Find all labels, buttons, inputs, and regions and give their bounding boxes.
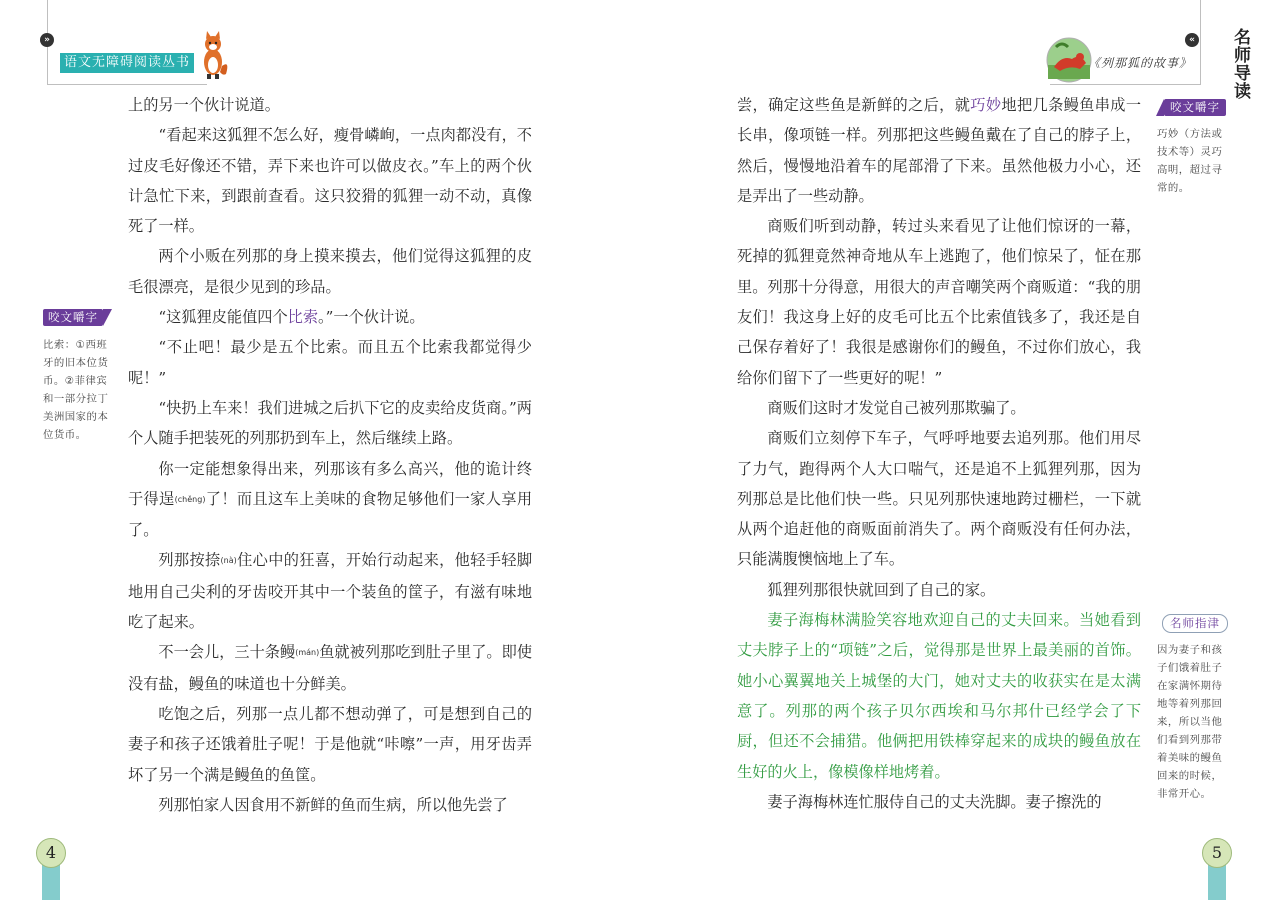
text-run: 了！而且这车上美味的食物足够他们一家人享用了。 (128, 489, 533, 540)
body-paragraph (128, 393, 532, 454)
body-paragraph (128, 637, 532, 699)
body-paragraph (737, 605, 1141, 787)
page-number: 4 (36, 838, 66, 868)
double-arrow-icon: « (1185, 33, 1199, 47)
body-paragraph (128, 241, 532, 302)
teacher-guide-tag: 名师指津 (1162, 614, 1228, 633)
vocab-note: 比索：①西班牙的旧本位货币。②菲律宾和一部分拉丁美洲国家的本位货币。 (43, 339, 109, 441)
left-banner-underline (47, 84, 207, 85)
body-paragraph (128, 90, 532, 120)
body-paragraph (128, 790, 532, 820)
fox-vignette-illustration (1046, 37, 1092, 83)
text-run: 两个小贩在列那的身上摸来摸去，他们觉得这狐狸的皮毛很漂亮，是很少见到的珍品。 (128, 247, 532, 296)
left-page-body (128, 90, 532, 820)
text-run: “这狐狸皮能值四个 (158, 308, 288, 327)
double-arrow-icon: » (40, 33, 54, 47)
body-paragraph (737, 423, 1141, 574)
text-run: “不止吧！最少是五个比索。而且五个比索我都觉得少呢！” (128, 338, 532, 387)
text-run: “看起来这狐狸不怎么好，瘦骨嶙峋，一点肉都没有，不过皮毛好像还不错，弄下来也许可以做皮衣。”车上的两个伙计急忙下来，到跟前查看。这只狡猾的狐狸一动不动，真像死了一样。 (128, 126, 532, 236)
body-paragraph (737, 575, 1141, 605)
text-run: 住心中的狂喜，开始行动起来，他轻手轻脚地用自己尖利的牙齿咬开其中一个装鱼的筐子，有滋有味地吃了起来。 (128, 551, 533, 632)
body-paragraph (128, 699, 532, 790)
section-title-vertical: 名师导读 (1230, 28, 1250, 100)
text-run: 吃饱之后，列那一点儿都不想动弹了，可是想到自己的妻子和孩子还饿着肚子呢！于是他就“咔嚓”一声，用牙齿弄坏了另一个满是鳗鱼的鱼筐。 (128, 704, 532, 784)
vocab-note: 巧妙（方法或技术等）灵巧高明，超过寻常的。 (1157, 128, 1223, 194)
text-run: 列那怕家人因食用不新鲜的鱼而生病，所以他先尝了 (158, 795, 508, 814)
vocab-tag: 咬文嚼字 (1164, 99, 1226, 116)
pinyin-annotation: (nà) (220, 556, 237, 566)
text-run: 。”一个伙计说。 (318, 308, 425, 327)
body-paragraph (128, 120, 532, 241)
text-run: 你一定能想象得出来，列那该有多么高兴，他的诡计终于得逞 (128, 459, 532, 508)
book-title: 《列那狐的故事》 (1087, 56, 1192, 70)
text-run: 商贩们听到动静，转过头来看见了让他们惊讶的一幕，死掉的狐狸竟然神奇地从车上逃跑了，他们惊呆了，怔在那里。列那十分得意，用很大的声音嘲笑两个商贩道：“我的朋友们！我这身上好的皮毛可比五个比索值钱多了，我还是自己保存着好了！我很是感谢你们的鳗鱼，不过你们放心，我给你们留下了一些更好的呢！” (737, 217, 1141, 387)
body-paragraph (128, 545, 532, 637)
pinyin-annotation: (chěng) (174, 494, 206, 504)
body-paragraph (128, 454, 532, 546)
text-run: 鱼就被列那吃到肚子里了。即使没有盐，鳗鱼的味道也十分鲜美。 (128, 643, 533, 693)
fox-mascot-illustration (196, 30, 230, 80)
body-paragraph (737, 211, 1141, 393)
text-run: 妻子海梅林满脸笑容地欢迎自己的丈夫回来。当她看到丈夫脖子上的“项链”之后，觉得那是世界上最美丽的首饰。她小心翼翼地关上城堡的大门，她对丈夫的收获实在是太满意了。列那的两个孩子贝尔西埃和马尔邦什已经学会了下厨，但还不会捕猎。他俩把用铁棒穿起来的成块的鳗鱼放在生好的火上，像模像样地烤着。 (737, 611, 1141, 781)
series-title-banner: 语文无障碍阅读丛书 (60, 53, 194, 73)
text-run: 狐狸列那很快就回到了自己的家。 (767, 580, 996, 599)
body-paragraph (128, 332, 532, 393)
text-run: 上的另一个伙计说道。 (128, 96, 280, 114)
body-paragraph (737, 787, 1141, 817)
text-run: 尝，确定这些鱼是新鲜的之后，就 (737, 96, 971, 114)
text-run: 列那按捺 (158, 551, 221, 570)
body-paragraph (737, 90, 1141, 211)
text-run: 不一会儿，三十条鳗 (158, 643, 296, 662)
teacher-guide-note: 因为妻子和孩子们饿着肚子在家满怀期待地等着列那回来，所以当他们看到列那带着美味的鳗鱼回来的时候，非常开心。 (1157, 644, 1223, 800)
page-number: 5 (1202, 838, 1232, 868)
vocab-keyword: 巧妙 (970, 96, 1002, 114)
text-run: 妻子海梅林连忙服侍自己的丈夫洗脚。妻子擦洗的 (767, 792, 1102, 811)
right-title-underline (1050, 84, 1200, 85)
right-page-body (737, 90, 1141, 817)
right-margin-rule (1200, 0, 1201, 85)
text-run: “快扔上车来！我们进城之后扒下它的皮卖给皮货商。”两个人随手把装死的列那扔到车上，然后继续上路。 (128, 398, 532, 448)
text-run: 商贩们立刻停下车子，气呼呼地要去追列那。他们用尽了力气，跑得两个人大口喘气，还是追不上狐狸列那，因为列那总是比他们快一些。只见列那快速地跨过栅栏，一下就从两个追赶他的商贩面前消失了。两个商贩没有任何办法，只能满腹懊恼地上了车。 (737, 429, 1141, 569)
body-paragraph (128, 302, 532, 332)
pinyin-annotation: (mán) (295, 648, 320, 658)
text-run: 地把几条鳗鱼串成一长串，像项链一样。列那把这些鳗鱼戴在了自己的脖子上，然后，慢慢地沿着车的尾部滑了下来。虽然他极力小心，还是弄出了一些动静。 (737, 96, 1142, 205)
text-run: 商贩们这时才发觉自己被列那欺骗了。 (767, 398, 1026, 417)
vocab-tag: 咬文嚼字 (43, 309, 103, 326)
body-paragraph (737, 393, 1141, 423)
vocab-keyword: 比索 (287, 308, 319, 327)
